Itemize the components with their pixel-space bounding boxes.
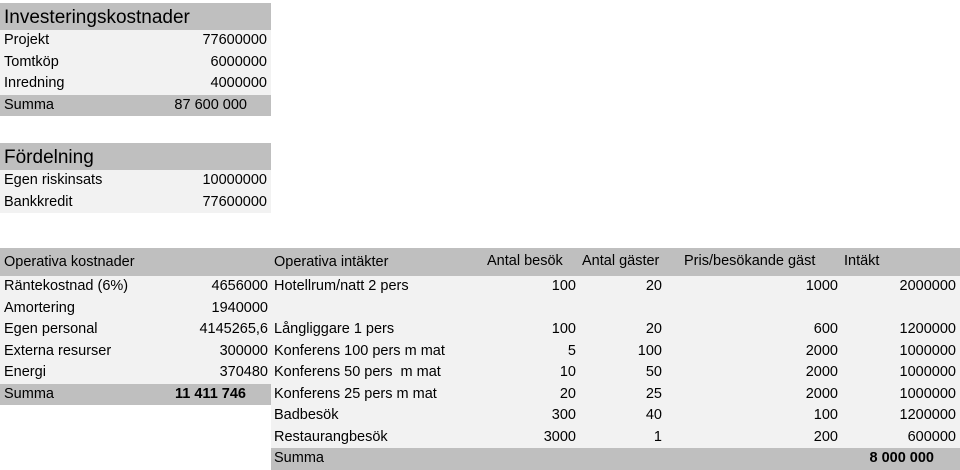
row-value: 77600000 [202, 193, 267, 210]
fordelning-table [0, 143, 271, 213]
kostnad-value: 4145265,6 [199, 321, 268, 337]
intakt-value: 600000 [907, 428, 956, 445]
intakt-label: Konferens 100 pers m mat [274, 342, 445, 359]
column-header-antal-besok: Antal besök [487, 253, 563, 269]
kostnad-sum-value: 11 411 746 [175, 385, 246, 402]
kostnad-value: 370480 [219, 364, 268, 380]
intakt-besok: 100 [551, 321, 576, 337]
intakt-value: 1200000 [899, 321, 956, 337]
intakter-title: Operativa intäkter [274, 254, 389, 270]
intakt-pris: 2000 [805, 385, 838, 402]
intakt-besok: 20 [559, 385, 576, 402]
row-label: Bankkredit [4, 193, 73, 210]
intakt-besok: 300 [551, 407, 576, 423]
fordelning-title: Fördelning [0, 143, 271, 170]
table-row [0, 192, 271, 214]
intakt-pris: 2000 [805, 342, 838, 359]
intakt-value: 1000000 [899, 364, 956, 380]
kostnad-label: Räntekostnad (6%) [4, 278, 129, 294]
table-row [0, 30, 271, 52]
column-header-antal-gaster: Antal gäster [582, 253, 660, 269]
sum-value: 87 600 000 [174, 96, 247, 113]
intakt-gaster: 20 [645, 278, 662, 294]
row-value: 10000000 [202, 172, 267, 188]
intakt-besok: 10 [559, 364, 576, 380]
intakt-value: 1000000 [899, 342, 956, 359]
intakt-label: Konferens 25 pers m mat [274, 385, 437, 402]
intakt-gaster: 1 [653, 428, 662, 445]
kostnad-label: Amortering [4, 299, 75, 316]
intakt-gaster: 100 [637, 342, 662, 359]
intakt-besok: 5 [567, 342, 576, 359]
intakt-besok: 3000 [543, 428, 576, 445]
table-row [0, 73, 271, 95]
row-value: 6000000 [210, 53, 267, 70]
row-label: Projekt [4, 32, 50, 48]
header-band [0, 248, 960, 276]
row-label: Inredning [4, 75, 65, 91]
sum-row [0, 95, 271, 117]
intakt-gaster: 25 [645, 385, 662, 402]
intakt-besok: 100 [551, 278, 576, 294]
kostnad-value: 1940000 [211, 299, 268, 316]
row-value: 4000000 [210, 75, 267, 91]
column-header-pris: Pris/besökande gäst [684, 253, 816, 269]
intakt-value: 2000000 [899, 278, 956, 294]
table-row [0, 52, 271, 74]
kostnad-value: 300000 [219, 342, 268, 359]
intakt-label: Hotellrum/natt 2 pers [274, 278, 409, 294]
sum-label: Summa [4, 96, 54, 113]
intakt-pris: 1000 [805, 278, 838, 294]
intakt-label: Badbesök [274, 407, 339, 423]
investering-title: Investeringskostnader [0, 3, 271, 30]
intakt-label: Konferens 50 pers m mat [274, 364, 441, 380]
kostnad-label: Energi [4, 364, 46, 380]
intakt-gaster: 40 [645, 407, 662, 423]
kostnader-title: Operativa kostnader [4, 254, 135, 270]
intakt-value: 1200000 [899, 407, 956, 423]
kostnad-sum-label: Summa [4, 385, 54, 402]
kostnad-value: 4656000 [211, 278, 268, 294]
kostnad-label: Externa resurser [4, 342, 112, 359]
intakt-sum-label: Summa [274, 450, 324, 466]
kostnad-label: Egen personal [4, 321, 98, 337]
intakt-label: Långliggare 1 pers [274, 321, 395, 337]
row-label: Tomtköp [4, 53, 59, 70]
investering-table [0, 3, 271, 116]
row-label: Egen riskinsats [4, 172, 103, 188]
row-value: 77600000 [202, 32, 267, 48]
intakt-sum-value: 8 000 000 [869, 450, 934, 466]
intakt-value: 1000000 [899, 385, 956, 402]
intakt-pris: 2000 [805, 364, 838, 380]
intakt-pris: 600 [813, 321, 838, 337]
table-row [0, 170, 271, 192]
intakt-gaster: 20 [645, 321, 662, 337]
intakt-label: Restaurangbesök [274, 428, 388, 445]
column-header-intakt: Intäkt [844, 253, 880, 269]
intakt-gaster: 50 [645, 364, 662, 380]
intakt-pris: 100 [813, 407, 838, 423]
intakt-pris: 200 [813, 428, 838, 445]
